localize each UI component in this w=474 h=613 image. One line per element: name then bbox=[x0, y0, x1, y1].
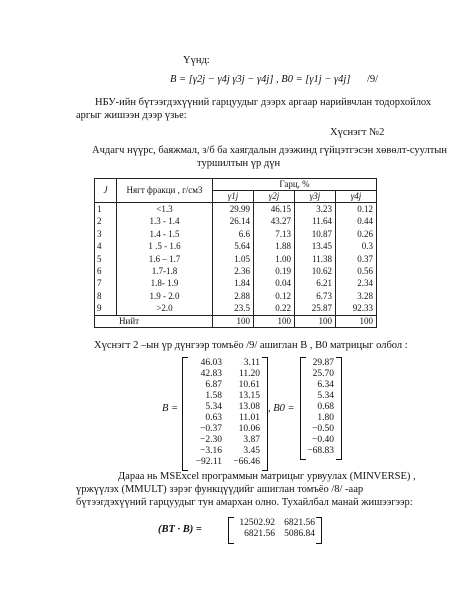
table-cell: 6.6 bbox=[238, 228, 250, 239]
matrix-cell: −3.16 bbox=[200, 446, 222, 456]
table-cell: 2.34 bbox=[357, 278, 374, 289]
table-cell: 43.27 bbox=[270, 216, 291, 227]
table-cell: 1 .5 - 1.6 bbox=[148, 241, 181, 252]
matrix-cell: 12502.92 bbox=[239, 518, 275, 528]
matrix-b0-col bbox=[300, 358, 334, 457]
table-cell: 46.15 bbox=[270, 204, 291, 214]
header-yield-group: Гарц, % bbox=[213, 179, 377, 191]
table-cell: 13.45 bbox=[311, 241, 332, 252]
table-cell: 29.99 bbox=[229, 204, 250, 214]
table-cell: 100 bbox=[213, 315, 254, 327]
matrix-cell: 29.87 bbox=[312, 358, 334, 368]
header-gamma-1: γ1j bbox=[213, 191, 254, 203]
matrix-b-col-1 bbox=[186, 358, 222, 468]
table-cell: 8 bbox=[97, 290, 102, 301]
matrix-cell: −68.83 bbox=[307, 446, 334, 456]
table-cell: 1.9 - 2.0 bbox=[149, 290, 180, 301]
matrix-cell: 6.87 bbox=[205, 380, 222, 390]
header-density: Нягт фракци , г/см3 bbox=[117, 179, 213, 203]
formula-number-9: /9/ bbox=[367, 74, 379, 85]
matrix-btb-right-bracket bbox=[316, 517, 322, 544]
matrix-cell: 0.63 bbox=[205, 413, 222, 423]
matrix-cell: 5.34 bbox=[317, 391, 334, 401]
table-cell: 11.64 bbox=[312, 216, 332, 227]
matrix-cell: 13.15 bbox=[238, 391, 260, 401]
matrix-cell: −66.46 bbox=[233, 457, 260, 467]
matrix-cell: 0.68 bbox=[317, 402, 334, 412]
matrix-b bbox=[186, 358, 260, 468]
table-cell: 1.05 bbox=[234, 253, 250, 264]
matrix-cell: 11.01 bbox=[238, 413, 260, 423]
table-cell: 1.7-1.8 bbox=[151, 265, 178, 276]
table-cell: 7 bbox=[97, 278, 102, 289]
table-cell: 6 bbox=[97, 265, 102, 276]
table-cell: 3.23 bbox=[316, 204, 332, 214]
table-cell: 5 bbox=[97, 253, 102, 264]
matrix-cell: 6.34 bbox=[317, 380, 334, 390]
matrix-cell: 11.20 bbox=[238, 369, 260, 379]
table-cell: 3 bbox=[97, 228, 102, 239]
table-cell: 0.37 bbox=[357, 253, 374, 264]
table-cell: 0.12 bbox=[275, 290, 291, 301]
table-header-row-1 bbox=[95, 179, 377, 191]
matrix-cell: 6821.56 bbox=[244, 529, 275, 539]
matrix-b0 bbox=[300, 358, 334, 457]
table-cell: 3.28 bbox=[357, 290, 374, 301]
table-cell: 6.21 bbox=[316, 278, 332, 289]
table-cell: 1.88 bbox=[275, 241, 291, 252]
table-cell: 10.62 bbox=[311, 265, 332, 276]
table-cell: 11.38 bbox=[312, 253, 332, 264]
table-caption-line-2: туршилтын үр дүн bbox=[197, 158, 281, 169]
table-body-block bbox=[95, 203, 377, 316]
table-cell: >2.0 bbox=[156, 303, 173, 314]
table-cell: 0.04 bbox=[275, 278, 291, 289]
paragraph-1-line-2: аргыг жишээн дээр үзье: bbox=[76, 110, 187, 121]
table-cell: 100 bbox=[254, 315, 295, 327]
table-cell: 0.56 bbox=[357, 265, 374, 276]
header-gamma-3: γ3j bbox=[295, 191, 336, 203]
table-cell: 25.87 bbox=[311, 303, 332, 314]
gamma-1-column bbox=[213, 203, 254, 316]
matrix-cell: 6821.56 bbox=[284, 518, 315, 528]
gamma-2-column bbox=[254, 203, 295, 316]
matrix-cell: 3.87 bbox=[243, 435, 260, 445]
matrix-cell: −0.37 bbox=[200, 424, 222, 434]
table-caption-line-1: Ачдагч нүүрс, баяжмал, з/б ба хаягдалын дээжинд гүйцэтгэсэн хөвөлт-суултын bbox=[92, 145, 447, 156]
paragraph-1-line-1: НБУ-ийн бүтээгдэхүүний гарцуудыг дээрх аргаар нарийвчлан тодорхойлох bbox=[95, 97, 432, 108]
table-cell: 1.3 - 1.4 bbox=[149, 216, 180, 227]
table-cell: 1.84 bbox=[234, 278, 250, 289]
table-cell: 2.88 bbox=[234, 290, 250, 301]
matrix-cell: 42.83 bbox=[200, 369, 222, 379]
matrix-b-col-2 bbox=[222, 358, 260, 468]
table-cell: 6.73 bbox=[316, 290, 332, 301]
table-cell: 2 bbox=[97, 216, 102, 227]
matrix-btb bbox=[233, 518, 315, 540]
table-cell: 2.36 bbox=[234, 265, 250, 276]
density-column bbox=[117, 203, 213, 316]
table-cell: 9 bbox=[97, 303, 102, 314]
matrix-cell: 13.08 bbox=[238, 402, 260, 412]
matrix-cell: −92.11 bbox=[195, 457, 222, 467]
results-table bbox=[94, 178, 377, 328]
header-index: J bbox=[95, 179, 117, 203]
matrix-cell: 1.58 bbox=[205, 391, 222, 401]
matrix-cell: 5.34 bbox=[205, 402, 222, 412]
matrix-cell: 10.61 bbox=[238, 380, 260, 390]
matrix-cell: −0.40 bbox=[312, 435, 334, 445]
paragraph-3-line-3: бүтээгдэхүүний гарцуудыг тун амархан олно. Тухайлбал манай жишээгээр: bbox=[76, 497, 413, 508]
table-cell: 0.22 bbox=[275, 303, 291, 314]
table-cell: 1.8- 1.9 bbox=[150, 278, 179, 289]
matrix-cell: −2.30 bbox=[200, 435, 222, 445]
table-cell: 0.19 bbox=[275, 265, 291, 276]
matrix-cell: 25.70 bbox=[312, 369, 334, 379]
matrix-row bbox=[233, 518, 315, 529]
matrix-cell: 46.03 bbox=[200, 358, 222, 368]
gamma-3-column bbox=[295, 203, 336, 316]
matrix-cell: 3.45 bbox=[243, 446, 260, 456]
total-label: Нийт bbox=[95, 315, 213, 327]
table-cell: 26.14 bbox=[229, 216, 250, 227]
table-cell: 100 bbox=[295, 315, 336, 327]
matrix-cell: 10.06 bbox=[238, 424, 260, 434]
table-cell: 1.00 bbox=[275, 253, 291, 264]
table-cell: 1.6 – 1.7 bbox=[148, 253, 181, 264]
index-column bbox=[95, 203, 117, 316]
header-gamma-2: γ2j bbox=[254, 191, 295, 203]
matrix-cell: 1.80 bbox=[317, 413, 334, 423]
table-cell: 0.3 bbox=[361, 241, 374, 252]
matrix-cell: 3.11 bbox=[243, 358, 260, 368]
table-cell: 1.4 - 1.5 bbox=[149, 228, 180, 239]
intro-prefix: Үүнд: bbox=[183, 55, 210, 66]
table-cell: 0.12 bbox=[357, 204, 374, 214]
matrix-row bbox=[233, 529, 315, 540]
table-cell: 0.26 bbox=[357, 228, 374, 239]
matrix-cell: −0.50 bbox=[312, 424, 334, 434]
table-total-row bbox=[95, 315, 377, 327]
table-cell: 7.13 bbox=[275, 228, 291, 239]
paragraph-3-line-2: үржүүлэх (MMULT) зэрэг функцүүдийг ашиглан томъёо /8/ -аар bbox=[76, 484, 364, 495]
paragraph-3-line-1: Дараа нь MSExcel программын матрицыг урвуулах (MINVERSE) , bbox=[118, 471, 416, 482]
table-cell: 5.64 bbox=[234, 241, 250, 252]
matrix-cell: 5086.84 bbox=[284, 529, 315, 539]
table-cell: 1 bbox=[97, 204, 102, 214]
table-cell: 92.33 bbox=[352, 303, 374, 314]
table-cell: <1.3 bbox=[156, 204, 173, 214]
matrix-b-label: B = bbox=[162, 403, 179, 414]
table-cell: 10.87 bbox=[311, 228, 332, 239]
table-cell: 100 bbox=[336, 315, 377, 327]
matrix-b0-label: , B0 = bbox=[268, 403, 295, 414]
matrix-btb-label: (BT · B) = bbox=[158, 524, 202, 535]
paragraph-2: Хүснэгт 2 –ын үр дүнгээр томъёо /9/ ашиглан B , B0 матрицыг олбол : bbox=[94, 340, 408, 351]
table-cell: 23.5 bbox=[234, 303, 250, 314]
matrix-b0-right-bracket bbox=[336, 357, 342, 460]
table-cell: 0.44 bbox=[357, 216, 374, 227]
table-number: Хүснэгт №2 bbox=[330, 127, 385, 138]
table-cell: 4 bbox=[97, 241, 102, 252]
formula-b: B = [γ2j − γ4j γ3j − γ4j] , B0 = [γ1j − γ4j] bbox=[170, 74, 351, 85]
gamma-4-column bbox=[336, 203, 377, 316]
header-gamma-4: γ4j bbox=[336, 191, 377, 203]
